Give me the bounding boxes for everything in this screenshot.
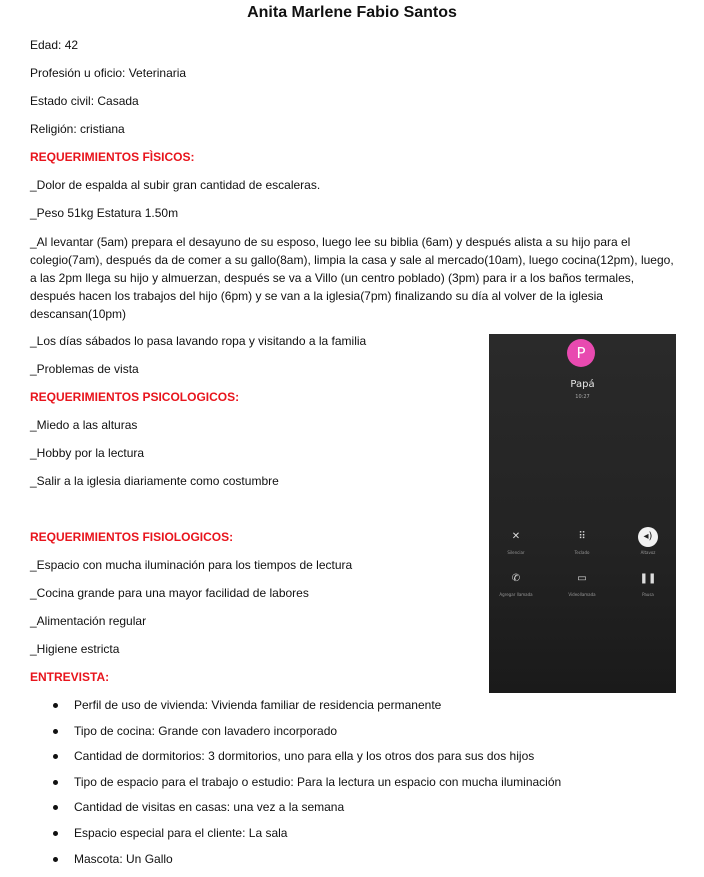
interview-item: Mascota: Un Gallo — [48, 849, 561, 875]
call-time: 10:27 — [575, 394, 590, 400]
pause-icon: ❚❚ — [639, 573, 657, 584]
profession: Profesión u oficio: Veterinaria — [30, 66, 187, 80]
daily-routine-paragraph: _Al levantar (5am) prepara el desayuno de su esposo, luego lee su biblia (6am) y después alista a su hijo para el colegio(7am), después da de comer a su gallo(8am), limpia la casa y sale al mercado(10am), luego cocina(12pm), luego, a las 2pm llega su hijo y almuerzan, después se va a Villo (un centro poblado) (3pm) para ir a los baños termales, después hacen los trabajos del hijo (6pm) y se van a la iglesia(7pm) finalizando su día al volver de la iglesia descansan(10pm) — [30, 235, 674, 321]
pause-label: Pausa — [642, 592, 654, 597]
religion: Religión: cristiana — [30, 122, 125, 136]
age: Edad: 42 — [30, 38, 79, 52]
speaker-label: Altavoz — [640, 550, 656, 555]
physical-item: _Peso 51kg Estatura 1.50m — [30, 206, 179, 220]
interview-list — [48, 695, 561, 874]
physiological-item: _Espacio con mucha iluminación para los tiempos de lectura — [30, 558, 353, 572]
mic-off-icon: ✕ — [511, 531, 521, 542]
psychological-heading: REQUERIMIENTOS PSICOLOGICOS: — [30, 390, 240, 404]
dialpad-button[interactable] — [557, 527, 607, 555]
psychological-item: _Salir a la iglesia diariamente como costumbre — [30, 474, 279, 488]
interview-item: Cantidad de visitas en casas: una vez a la semana — [48, 797, 561, 823]
caller-avatar: P — [567, 339, 595, 367]
phone-call-screenshot — [489, 334, 676, 693]
speaker-button[interactable] — [623, 527, 673, 555]
interview-item: Cantidad de dormitorios: 3 dormitorios, uno para ella y los otros dos para sus dos hijos — [48, 746, 561, 772]
interview-item: Espacio especial para el cliente: La sala — [48, 823, 561, 849]
interview-item: Tipo de cocina: Grande con lavadero incorporado — [48, 721, 561, 747]
speaker-icon: ◂) — [638, 527, 658, 547]
psychological-item: _Miedo a las alturas — [30, 418, 138, 432]
video-call-label: Videollamada — [568, 592, 596, 597]
physiological-item: _Cocina grande para una mayor facilidad de labores — [30, 586, 309, 600]
psychological-item: _Hobby por la lectura — [30, 446, 145, 460]
mute-label: Silenciar — [507, 550, 525, 555]
mute-button[interactable] — [491, 527, 541, 555]
physiological-heading: REQUERIMIENTOS FISIOLOGICOS: — [30, 530, 234, 544]
add-call-icon: ✆ — [511, 573, 521, 584]
physical-item: _Los días sábados lo pasa lavando ropa y visitando a la familia — [30, 334, 367, 348]
physical-item: _Dolor de espalda al subir gran cantidad de escaleras. — [30, 178, 321, 192]
caller-name: Papá — [570, 379, 595, 390]
video-call-icon: ▭ — [577, 573, 587, 584]
interview-item: Perfil de uso de vivienda: Vivienda familiar de residencia permanente — [48, 695, 561, 721]
civil-status: Estado civil: Casada — [30, 94, 139, 108]
interview-heading: ENTREVISTA: — [30, 670, 110, 684]
pause-button[interactable] — [623, 569, 673, 597]
physiological-item: _Higiene estricta — [30, 642, 120, 656]
add-call-label: Agregar llamada — [499, 592, 533, 597]
add-call-button[interactable] — [491, 569, 541, 597]
physiological-item: _Alimentación regular — [30, 614, 147, 628]
physical-heading: REQUERIMIENTOS FÌSICOS: — [30, 150, 195, 164]
physical-item: _Problemas de vista — [30, 362, 139, 376]
document-title: Anita Marlene Fabio Santos — [247, 4, 457, 21]
dialpad-icon: ⠿ — [578, 531, 586, 542]
interview-item: Tipo de espacio para el trabajo o estudio: Para la lectura un espacio con mucha iluminación — [48, 772, 561, 798]
dialpad-label: Teclado — [574, 550, 590, 555]
video-call-button[interactable] — [557, 569, 607, 597]
